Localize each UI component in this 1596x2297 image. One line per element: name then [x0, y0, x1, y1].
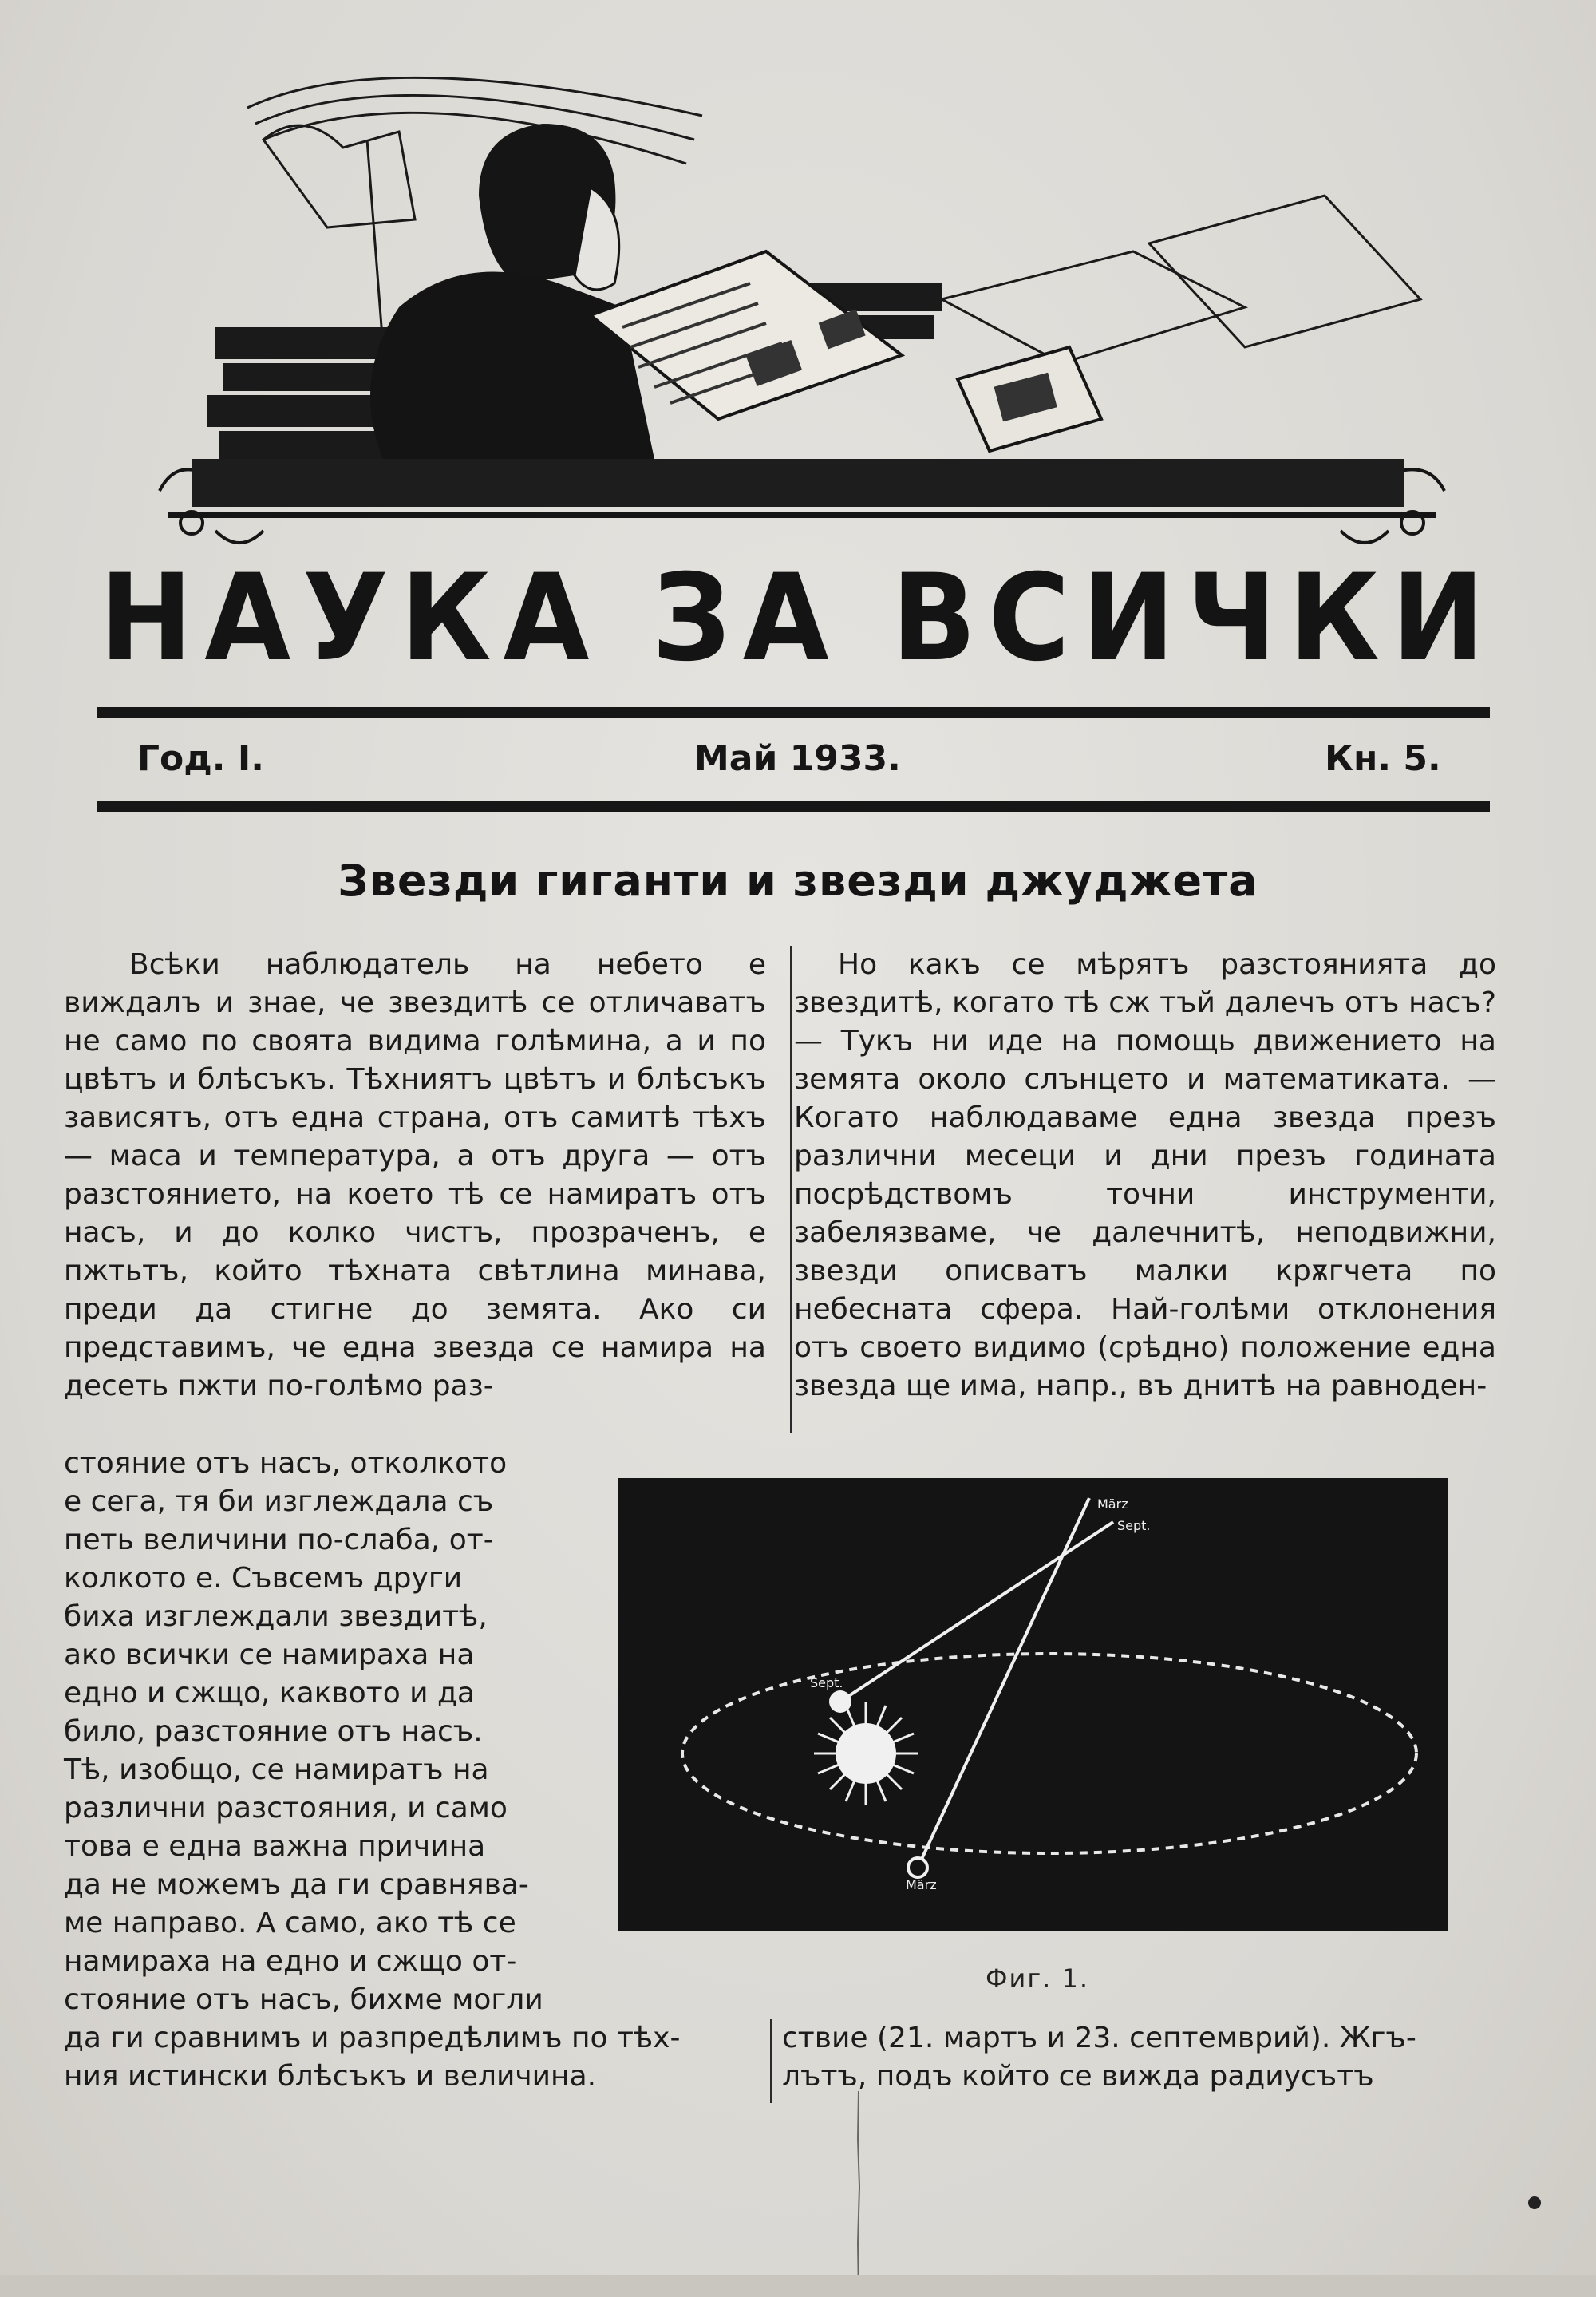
- reader-illustration: [144, 44, 1460, 555]
- issue-date: Май 1933.: [694, 738, 901, 779]
- magazine-title: НАУКА ЗА ВСИЧКИ: [99, 549, 1497, 688]
- page-edge: [0, 2275, 1596, 2297]
- sight-line-march: [918, 1498, 1089, 1868]
- article-paragraph-left-top: Всѣки наблюдатель на небето е виждалъ и знае, че звездитѣ се отличаватъ не само по своята видима голѣмина, а и по цвѣтъ и блѣсъкъ. Тѣхниятъ цвѣтъ и блѣсъкъ зависятъ, отъ една страна, отъ самитѣ тѣхъ — маса и температура, а отъ друга — отъ разстоянието, на което тѣ се намиратъ отъ насъ, и до колко чистъ, прозраченъ, е пжтьтъ, който тѣхната свѣтлина минава, преди да стигне до земята. Ако си представимъ, че една звезда се намира на десеть пжти по-голѣмо раз-: [64, 948, 766, 1402]
- sun-icon: [814, 1702, 918, 1805]
- label-marz-bottom: März: [906, 1877, 937, 1892]
- label-marz-top: März: [1097, 1496, 1128, 1512]
- article-paragraph-left-bottom: да ги сравнимъ и разпредѣлимъ по тѣх- ния истински блѣсъкъ и величина.: [64, 2022, 681, 2093]
- figure-caption: Фиг. 1.: [985, 1963, 1090, 1994]
- earth-orbit: [682, 1654, 1416, 1853]
- article-title: Звезди гиганти и звезди джуджета: [338, 856, 1258, 906]
- article-paragraph-right-bottom: ствие (21. мартъ и 23. септемврий). Жгъ- лътъ, подъ който се вижда радиусътъ: [782, 2022, 1416, 2093]
- column-divider: [790, 946, 792, 1433]
- orbit-diagram: [618, 1478, 1448, 1931]
- label-sept-top: Sept.: [1117, 1518, 1151, 1533]
- article-paragraph-right-top: Но какъ се мѣрятъ разстоянията до звездитѣ, когато тѣ сж тъй далечъ отъ насъ? — Тукъ ни иде на помощь движението на земята около слънцето и математиката. — Когато наблюдаваме една звезда презъ различни месеци и дни презъ годината посрѣдствомъ точни инструменти, забелязваме, че далечнитѣ, неподвижни, звезди описватъ малки крѫгчета по небесната сфера. Най-голѣми отклонения отъ своето видимо (срѣдно) положение една звезда ще има, напр., въ днитѣ на равноден-: [794, 948, 1496, 1402]
- issue-number: Кн. 5.: [1325, 738, 1441, 779]
- masthead-rule-top: [97, 707, 1490, 718]
- sight-line-september: [840, 1522, 1113, 1702]
- ink-spot: [1528, 2196, 1541, 2209]
- paper-crease: [855, 2091, 862, 2297]
- issue-year: Год. I.: [137, 738, 264, 779]
- label-sept-left: Sept.: [810, 1675, 843, 1690]
- column-divider-bottom: [770, 2019, 772, 2103]
- orbit-figure: [618, 1478, 1448, 1931]
- earth-september-marker: [829, 1690, 851, 1713]
- article-paragraph-left-mid: стояние отъ насъ, отколкото е сега, тя би изглеждала съ петь величини по-слаба, от- колкото е. Съвсемъ други биха изглеждали звездитѣ, ако всички се намираха на едно и сжщо, каквото и да било, разстояние отъ насъ. Тѣ, изобщо, се намиратъ на различни разстояния, и само това е една важна причина да не можемъ да ги сравнява- ме направо. А само, ако тѣ се намираха на едно и сжщо от- стояние отъ насъ, бихме могли: [64, 1447, 543, 2016]
- masthead-rule-bottom: [97, 801, 1490, 812]
- earth-march-marker: [908, 1858, 927, 1877]
